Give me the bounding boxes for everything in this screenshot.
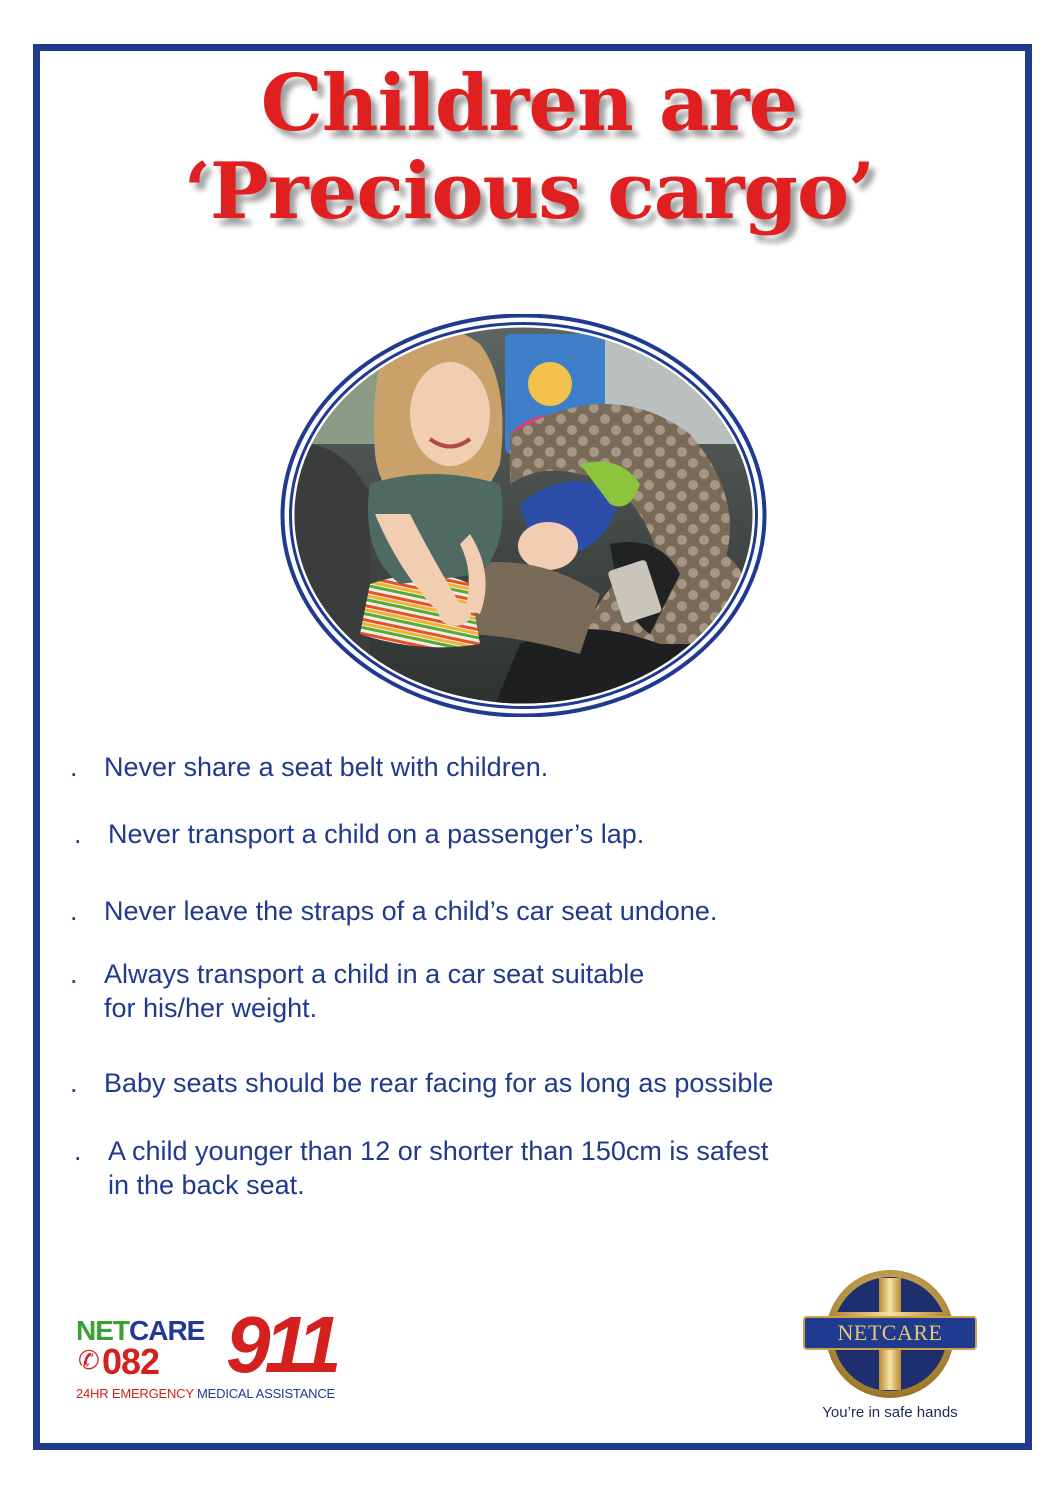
tip-bullet: . [70,752,78,782]
tip-text: Always transport a child in a car seat suitable [104,959,645,989]
tip-text: A child younger than 12 or shorter than 150cm is safest [108,1136,769,1166]
tagline-red: 24HR EMERGENCY [76,1386,194,1401]
tip-text-continued: for his/her weight. [104,993,318,1023]
tip-bullet: . [70,896,78,926]
tip-text: Baby seats should be rear facing for as long as possible [104,1068,774,1098]
netcare-corporate-logo [795,1268,985,1430]
tip-bullet: . [70,959,78,989]
tip-bullet: . [74,819,82,849]
phone-prefix: 082 [102,1341,160,1382]
phone-number-911: 911 [226,1300,336,1389]
emergency-tagline [76,1386,335,1402]
tip-bullet: . [74,1136,82,1166]
tip-text: Never leave the straps of a child’s car seat undone. [104,896,718,926]
title-line-2: ‘Precious cargo’ [183,146,875,237]
poster-border [33,44,1032,1450]
brand-net: NET [76,1315,129,1346]
netcare-wordmark: NETCARE [803,1316,977,1350]
netcare-911-logo [76,1300,366,1408]
netcare-slogan: You’re in safe hands [822,1404,958,1421]
brand-care: CARE [129,1315,205,1346]
mother-and-baby-photo [280,314,767,717]
tip-text: Never share a seat belt with children. [104,752,549,782]
tip-bullet: . [70,1068,78,1098]
tip-text-continued: in the back seat. [108,1170,305,1200]
poster-title [0,60,1058,236]
tip-text: Never transport a child on a passenger’s lap. [108,819,645,849]
tagline-blue: MEDICAL ASSISTANCE [197,1386,336,1401]
phone-icon: ✆ [78,1346,100,1376]
title-line-1: Children are [260,58,798,149]
